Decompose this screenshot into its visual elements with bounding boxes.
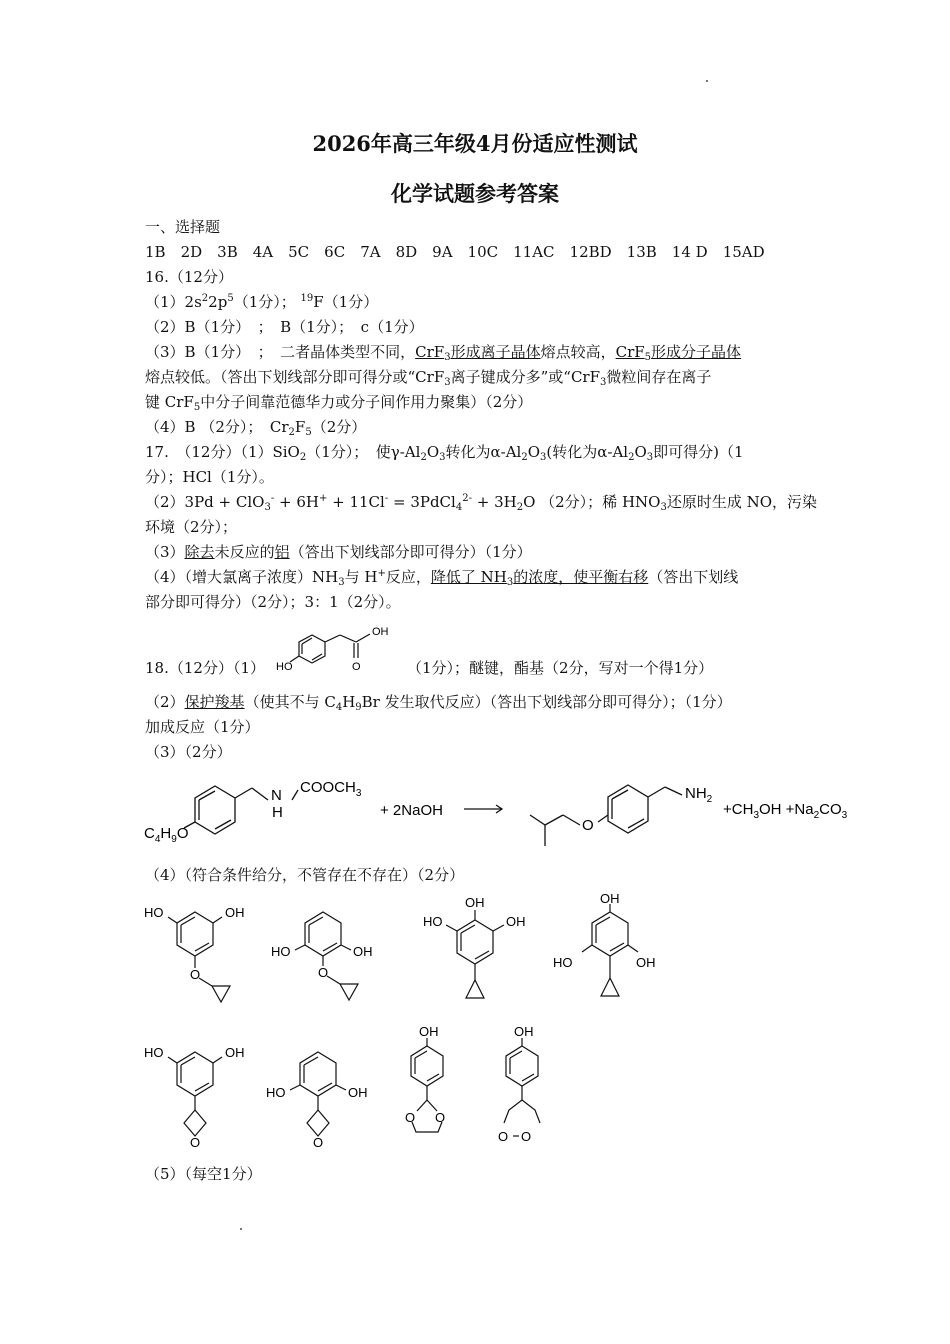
svg-text:OH: OH — [465, 895, 485, 910]
amine-n-label: N — [271, 787, 282, 804]
hydroxyl-label: HO — [276, 661, 293, 673]
q17-line2: 分）；HCl（1分）。 — [145, 468, 274, 486]
q16-part4: （4）B （2分）； $Cr_2F_5(2$分） — [145, 418, 367, 438]
q18-isomers-row2 — [140, 1020, 560, 1150]
svg-text:HO: HO — [271, 944, 291, 959]
q18-line1a: 18.（12分）（1） — [145, 659, 265, 677]
svg-text:OH: OH — [225, 1045, 245, 1060]
q16-heading: 16.（12分） — [145, 268, 233, 286]
svg-text:OH: OH — [636, 955, 656, 970]
svg-text:HO: HO — [144, 1045, 164, 1060]
q17-line1: 17. （12分）（1）SiO$_2$（1分）； 使$\gamma-Al_2O_3$转化为$\alpha-Al_2O_3$(转化为$\alpha-Al_2O_3$即可得分)（1 — [145, 443, 744, 463]
svg-text:HO: HO — [144, 905, 164, 920]
speck — [706, 80, 708, 82]
section-heading: 一、选择题 — [145, 218, 221, 236]
svg-text:O: O — [521, 1129, 532, 1144]
svg-text:O: O — [405, 1110, 416, 1125]
svg-text:O: O — [498, 1129, 509, 1144]
q17-line3: （2）3Pd + ClO$_3$- + 6H+ + 11Cl- = 3PdCl$_4^{2-}$ + $3H_2O$ （2分）；稀 $HNO_3$还原时生成 NO，污染 — [145, 493, 818, 513]
speck — [240, 1228, 242, 1230]
svg-text:OH: OH — [348, 1085, 368, 1100]
q16-part2: （2）B（1分） ； B（1分）； c（1分） — [145, 318, 424, 336]
svg-text:HO: HO — [553, 955, 573, 970]
svg-text:O: O — [435, 1110, 446, 1125]
q18-line3: 加成反应（1分） — [145, 718, 260, 736]
svg-text:O: O — [190, 967, 201, 982]
acid-oh-label: OH — [372, 626, 389, 638]
ether-o-label: O — [582, 817, 594, 834]
q16-part3: （3）B（1分） ； 二者晶体类型不同，CrF$_3$形成离子晶体熔点较高，CrF$_5$形成分子晶体 — [145, 343, 742, 363]
svg-text:OH: OH — [514, 1024, 534, 1039]
carbonyl-o-label: O — [352, 661, 361, 673]
byproducts: $+CH_3OH +Na_2CO_3$ — [723, 801, 848, 821]
q16-part3-cont2: 键 CrF$_5$中分子间靠范德华力或分子间作用力聚集）（2分） — [145, 393, 533, 413]
q18-line5: （4）（符合条件给分，不管存在不存在）（2分） — [145, 866, 465, 884]
svg-text:OH: OH — [225, 905, 245, 920]
mc-answers: 1B 2D 3B 4A 5C 6C 7A 8D 9A 10C 11AC 12BD 13B 14 D 15AD — [145, 243, 765, 261]
q17-line7: 部分即可得分）（2分）；3：1（2分）。 — [145, 593, 401, 611]
svg-text:OH: OH — [506, 914, 526, 929]
product-nh2: $NH_2$ — [685, 785, 713, 805]
svg-text:OH: OH — [419, 1024, 439, 1039]
q17-line4: 环境（2分）； — [145, 518, 238, 536]
q18-line6: （5）（每空1分） — [145, 1165, 262, 1183]
page-title: 2026年高三年级4月份适应性测试 — [312, 131, 638, 156]
svg-text:O: O — [318, 965, 329, 980]
svg-text:O: O — [313, 1135, 324, 1150]
svg-text:OH: OH — [353, 944, 373, 959]
q18-structure-acid — [270, 618, 410, 680]
reactant-c4h9o: $C_4H_9O$ — [144, 825, 189, 845]
q18-line2: （2）保护羧基（使其不与 $C_4H_9Br$ 发生取代反应）（答出下划线部分即可得分）；（1分） — [145, 693, 732, 713]
q18-line1b: （1分）；醚键，酯基（2分，写对一个得1分） — [407, 659, 714, 677]
svg-text:OH: OH — [600, 891, 620, 906]
q16-part3-cont: 熔点较低。（答出下划线部分即可得分或“CrF$_3$离子键成分多”或“CrF$_3$微粒间存在离子 — [145, 368, 712, 388]
svg-text:HO: HO — [266, 1085, 286, 1100]
q17-line5: （3）除去未反应的铝（答出下划线部分即可得分）（1分） — [145, 543, 532, 561]
page-subtitle: 化学试题参考答案 — [391, 181, 559, 206]
reagent-naoh: + 2NaOH — [380, 802, 443, 819]
carbamate-label: $COOCH_3$ — [300, 779, 362, 799]
q17-line6: （4）（增大氯离子浓度）$NH_3$与 H+反应，降低了 $NH_3$的浓度，使平衡右移（答出下划线 — [145, 568, 739, 588]
svg-text:O: O — [190, 1135, 201, 1150]
amine-h-label: H — [272, 804, 283, 821]
q16-part1: $(1)2s^22p^5(1$分）； $^{19}$F（1分） — [145, 293, 379, 311]
q18-reaction-scheme — [140, 770, 870, 855]
q18-isomers-row1 — [140, 890, 680, 1015]
q18-line4: （3）（2分） — [145, 743, 232, 761]
svg-text:HO: HO — [423, 914, 443, 929]
